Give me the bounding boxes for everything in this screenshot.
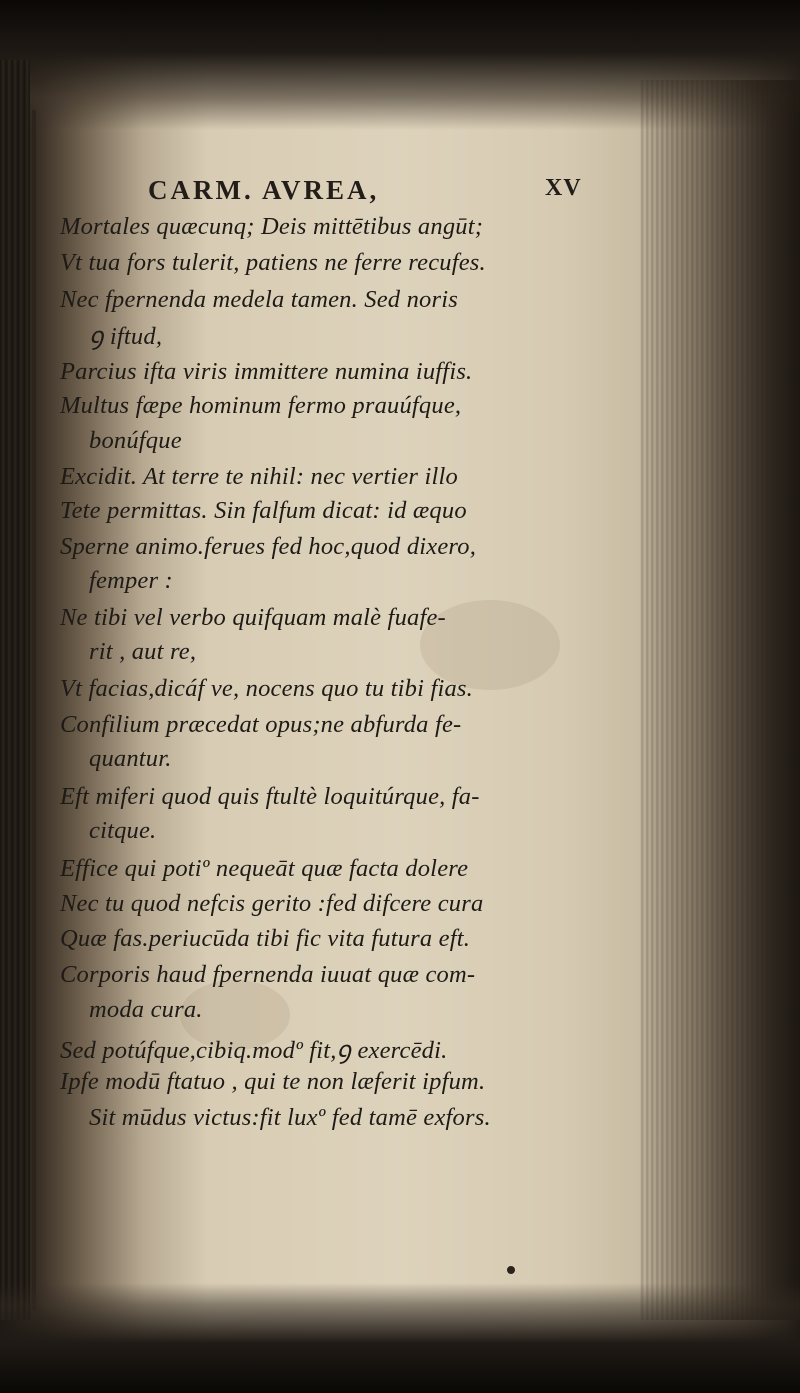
text-line: Confilium præcedat opus;ne abfurda fe-: [60, 711, 462, 738]
text-line: bonúfque: [89, 427, 182, 454]
text-line: ꝯ iftud,: [89, 323, 163, 350]
text-line: Mortales quæcunq; Deis mittētibus angūt;: [60, 213, 484, 240]
text-line: Sed potúfque,cibiq.modº fit,ꝯ exercēdi.: [60, 1037, 448, 1064]
text-line: Effice qui potiº nequeāt quæ facta dolere: [60, 855, 469, 882]
running-head-title: CARM. AVREA,: [148, 175, 380, 205]
text-line: citque.: [89, 817, 157, 844]
running-head: [148, 175, 648, 215]
text-line: Eft miferi quod quis ftultè loquitúrque, fa-: [60, 783, 480, 810]
text-line: Excidit. At terre te nihil: nec vertier illo: [60, 463, 458, 490]
text-line: Sperne animo.ferues fed hoc,quod dixero,: [60, 533, 477, 560]
text-line: femper :: [89, 567, 173, 594]
text-line: Multus fæpe hominum fermo prauúfque,: [60, 392, 462, 419]
text-line: Ne tibi vel verbo quifquam malè fuafe-: [60, 604, 446, 631]
text-line: Parcius ifta viris immittere numina iuffis.: [60, 358, 473, 385]
text-line: Corporis haud fpernenda iuuat quæ com-: [60, 961, 476, 988]
text-line: Tete permittas. Sin falfum dicat: id æquo: [60, 497, 467, 524]
text-line: Vt facias,dicáf ve, nocens quo tu tibi fias.: [60, 675, 473, 702]
text-line: Nec fpernenda medela tamen. Sed noris: [60, 286, 458, 313]
ink-dot: [507, 1266, 515, 1274]
text-line: Sit mūdus victus:fit luxº fed tamē exfors.: [89, 1104, 491, 1131]
text-line: Vt tua fors tulerit, patiens ne ferre recufes.: [60, 249, 486, 276]
left-page-edges: [0, 60, 30, 1320]
text-line: rit , aut re,: [89, 638, 197, 665]
text-line: Quæ fas.periucūda tibi fic vita futura eft.: [60, 925, 471, 952]
gutter-line: [32, 110, 36, 1310]
book-page: [60, 175, 680, 1255]
text-line: Nec tu quod nefcis gerito :fed difcere cura: [60, 890, 484, 917]
bottom-shadow: [0, 1283, 800, 1393]
text-line: Ipfe modū ftatuo , qui te non læferit ipfum.: [60, 1068, 486, 1095]
text-line: moda cura.: [89, 996, 203, 1023]
page-number: XV: [545, 175, 582, 201]
text-line: quantur.: [89, 745, 172, 772]
